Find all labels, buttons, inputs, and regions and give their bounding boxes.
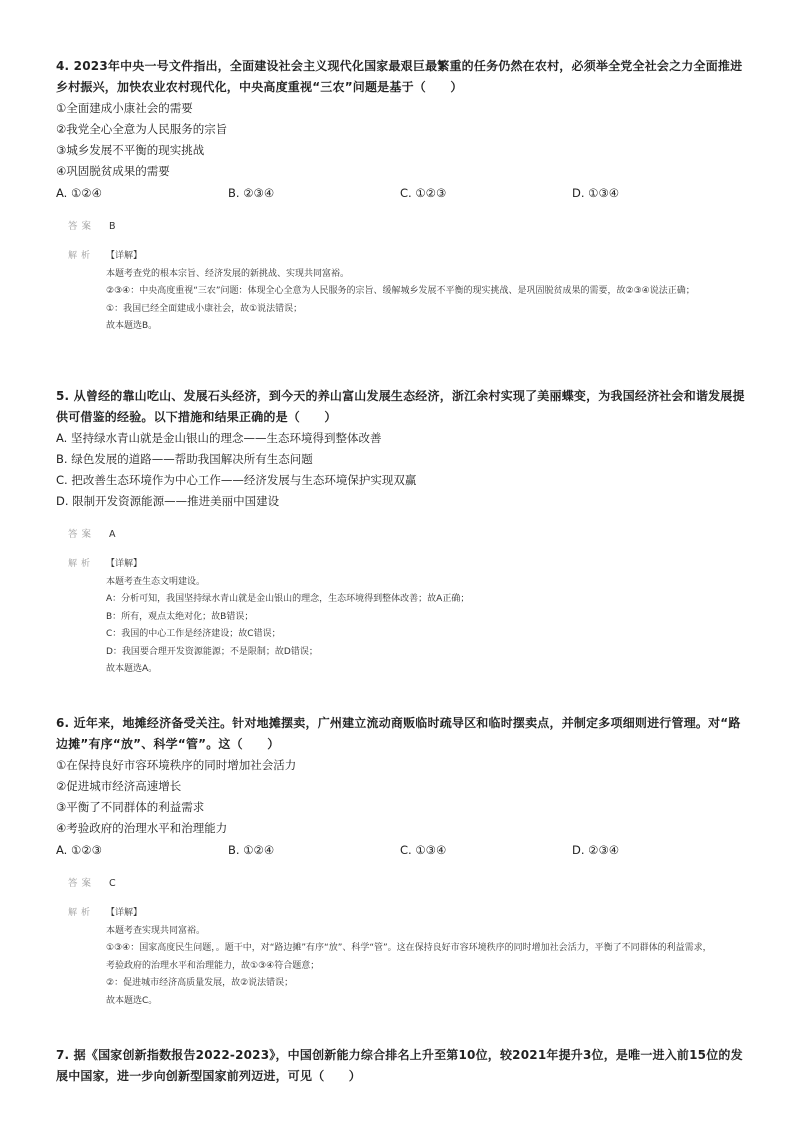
analysis-line: 本题考查生态文明建设。 — [106, 576, 206, 587]
question-6-options — [56, 839, 746, 861]
question-6-option-c: C. ①③④ — [400, 843, 447, 857]
analysis-line: ②：促进城市经济高质量发展，故②说法错误； — [106, 978, 294, 988]
question-6-option-d: D. ②③④ — [572, 843, 620, 857]
analysis-line: 【详解】 — [106, 251, 143, 261]
answer-label: 答案 — [68, 878, 96, 889]
analysis-line: 【详解】 — [106, 908, 143, 918]
question-4-options — [56, 182, 746, 204]
analysis-label: 解析 — [68, 251, 95, 261]
question-6-option-a: A. ①②③ — [56, 843, 102, 857]
question-5-option-c: C. 把改善生态环境作为中心工作——经济发展与生态环境保护实现双赢 — [56, 473, 417, 487]
analysis-line: ①：我国已经全面建成小康社会，故①说法错误； — [106, 303, 303, 314]
analysis-line: D：我国要合理开发资源能源；不是限制；故D错误； — [106, 646, 318, 657]
analysis-line: B：所有，观点太绝对化；故B错误； — [106, 611, 254, 622]
question-4-option-a: A. ①②④ — [56, 186, 102, 200]
question-7 — [56, 1045, 746, 1087]
question-4-stem: 4. 2023年中央一号文件指出，全面建设社会主义现代化国家最艰巨最繁重的任务仍然在农村，必须举全党全社会之力全面推进乡村振兴，加快农业农村现代化，中央高度重视“三农”问题是基于（ ） — [56, 59, 743, 94]
analysis-line: 故本题选B。 — [106, 321, 158, 331]
question-5-option-b: B. 绿色发展的道路——帮助我国解决所有生态问题 — [56, 452, 313, 466]
question-5-stem: 5. 从曾经的靠山吃山、发展石头经济，到今天的养山富山发展生态经济，浙江余村实现了美丽蝶变，为我国经济社会和谐发展提供可借鉴的经验。以下措施和结果正确的是（ ） — [56, 389, 745, 424]
analysis-line: 本题考查实现共同富裕。 — [106, 925, 206, 936]
question-6-answer — [68, 875, 746, 889]
question-4-analysis — [68, 248, 746, 336]
question-5-option-a: A. 坚持绿水青山就是金山银山的理念——生态环境得到整体改善 — [56, 431, 382, 445]
analysis-line: 故本题选C。 — [106, 995, 158, 1006]
question-4-option-c: C. ①②③ — [400, 186, 447, 200]
analysis-line: ①③④：国家高度民生问题，。题干中，对“路边摊”有序“放”、科学“管”。这在保持良好市容环境秩序的同时增加社会活力，平衡了不同群体的利益需求，考验政府的治理水平和治理能力，故①③④符合题意； — [106, 943, 712, 971]
answer-value: B — [109, 221, 116, 232]
analysis-line: A：分析可知，我国坚持绿水青山就是金山银山的理念，生态环境得到整体改善；故A正确； — [106, 594, 470, 604]
analysis-line: 故本题选A。 — [106, 664, 158, 674]
analysis-line: 本题考查党的根本宗旨、经济发展的新挑战、实现共同富裕。 — [106, 268, 350, 279]
question-6-option-b: B. ①②④ — [228, 843, 275, 857]
question-5 — [56, 386, 746, 679]
question-6-item-4: ④考验政府的治理水平和治理能力 — [56, 821, 228, 835]
answer-value: C — [109, 878, 116, 889]
analysis-line: 【详解】 — [106, 559, 143, 569]
question-6-item-2: ②促进城市经济高速增长 — [56, 779, 182, 793]
answer-label: 答案 — [68, 221, 96, 232]
answer-label: 答案 — [68, 529, 96, 540]
question-5-analysis — [68, 556, 746, 679]
analysis-label: 解析 — [68, 908, 95, 918]
question-4-answer — [68, 218, 746, 232]
question-6-item-1: ①在保持良好市容环境秩序的同时增加社会活力 — [56, 758, 297, 772]
question-6-stem: 6. 近年来，地摊经济备受关注。针对地摊摆卖，广州建立流动商贩临时疏导区和临时摆卖点，并制定多项细则进行管理。对“路边摊”有序“放”、科学“管”。这（ ） — [56, 716, 741, 751]
question-5-option-d: D. 限制开发资源能源——推进美丽中国建设 — [56, 494, 280, 508]
analysis-label: 解析 — [68, 559, 95, 569]
question-6-analysis — [68, 905, 746, 1010]
question-4-item-1: ①全面建成小康社会的需要 — [56, 101, 193, 115]
question-4-option-d: D. ①③④ — [572, 186, 620, 200]
question-7-stem: 7. 据《国家创新指数报告2022-2023》，中国创新能力综合排名上升至第10位，较2021年提升3位，是唯一进入前15位的发展中国家，进一步向创新型国家前列迈进，可见（ ） — [56, 1048, 743, 1083]
question-5-answer — [68, 526, 746, 540]
analysis-line: C：我国的中心工作是经济建设；故C错误； — [106, 629, 281, 639]
answer-value: A — [109, 529, 116, 540]
analysis-line: ②③④：中央高度重视“三农”问题：体现全心全意为人民服务的宗旨、缓解城乡发展不平衡的现实挑战、是巩固脱贫成果的需要，故②③④说法正确； — [106, 286, 695, 296]
question-4-item-4: ④巩固脱贫成果的需要 — [56, 164, 170, 178]
question-4 — [56, 56, 746, 336]
question-4-option-b: B. ②③④ — [228, 186, 275, 200]
question-4-item-2: ②我党全心全意为人民服务的宗旨 — [56, 122, 228, 136]
question-4-item-3: ③城乡发展不平衡的现实挑战 — [56, 143, 205, 157]
question-6 — [56, 713, 746, 1010]
question-6-item-3: ③平衡了不同群体的利益需求 — [56, 800, 205, 814]
